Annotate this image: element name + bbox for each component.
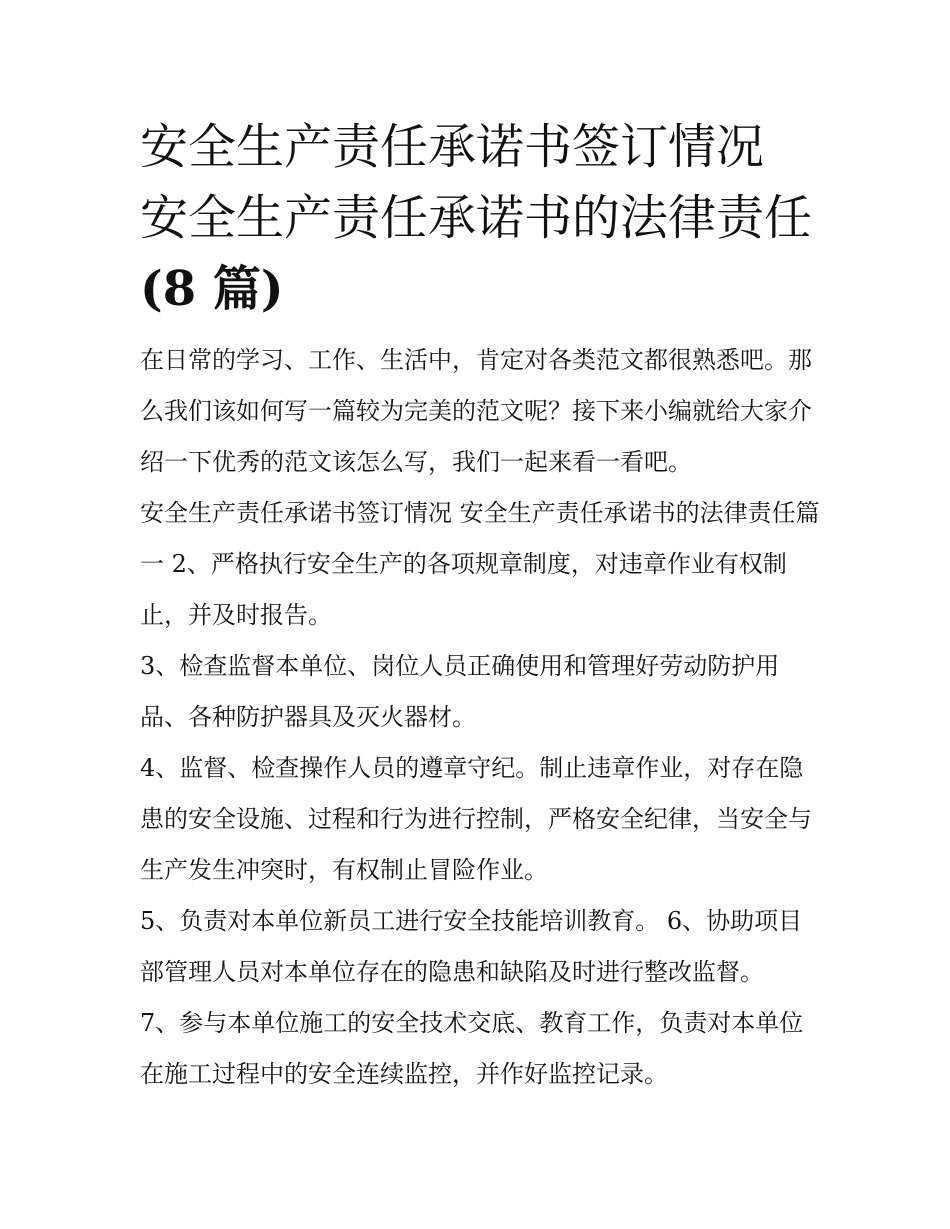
paragraph-intro: 在日常的学习、工作、生活中，肯定对各类范文都很熟悉吧。那么我们该如何写一篇较为完美的范文呢？接下来小编就给大家介绍一下优秀的范文该怎么写，我们一起来看一看吧。 (140, 346, 812, 476)
document-title (140, 112, 820, 325)
paragraph-item-4: 4、监督、检查操作人员的遵章守纪。制止违章作业，对存在隐患的安全设施、过程和行为进行控制，严格安全纪律，当安全与生产发生冲突时，有权制止冒险作业。 (140, 754, 812, 884)
document-content (140, 112, 820, 1100)
paragraph-item-3: 3、检查监督本单位、岗位人员正确使用和管理好劳动防护用品、各种防护器具及灭火器材。 (140, 652, 780, 731)
paragraph-item-5-6: 5、负责对本单位新员工进行安全技能培训教育。 6、协助项目部管理人员对本单位存在的隐患和缺陷及时进行整改监督。 (140, 907, 803, 986)
paragraph-item-7: 7、参与本单位施工的安全技术交底、教育工作，负责对本单位在施工过程中的安全连续监控，并作好监控记录。 (140, 1009, 804, 1088)
title-suffix: (8 篇) (140, 261, 284, 317)
paragraph-section-1: 安全生产责任承诺书签订情况 安全生产责任承诺书的法律责任篇一 2、严格执行安全生产的各项规章制度，对违章作业有权制止，并及时报告。 (140, 499, 820, 629)
title-main: 安全生产责任承诺书签订情况 安全生产责任承诺书的法律责任 (140, 119, 813, 246)
